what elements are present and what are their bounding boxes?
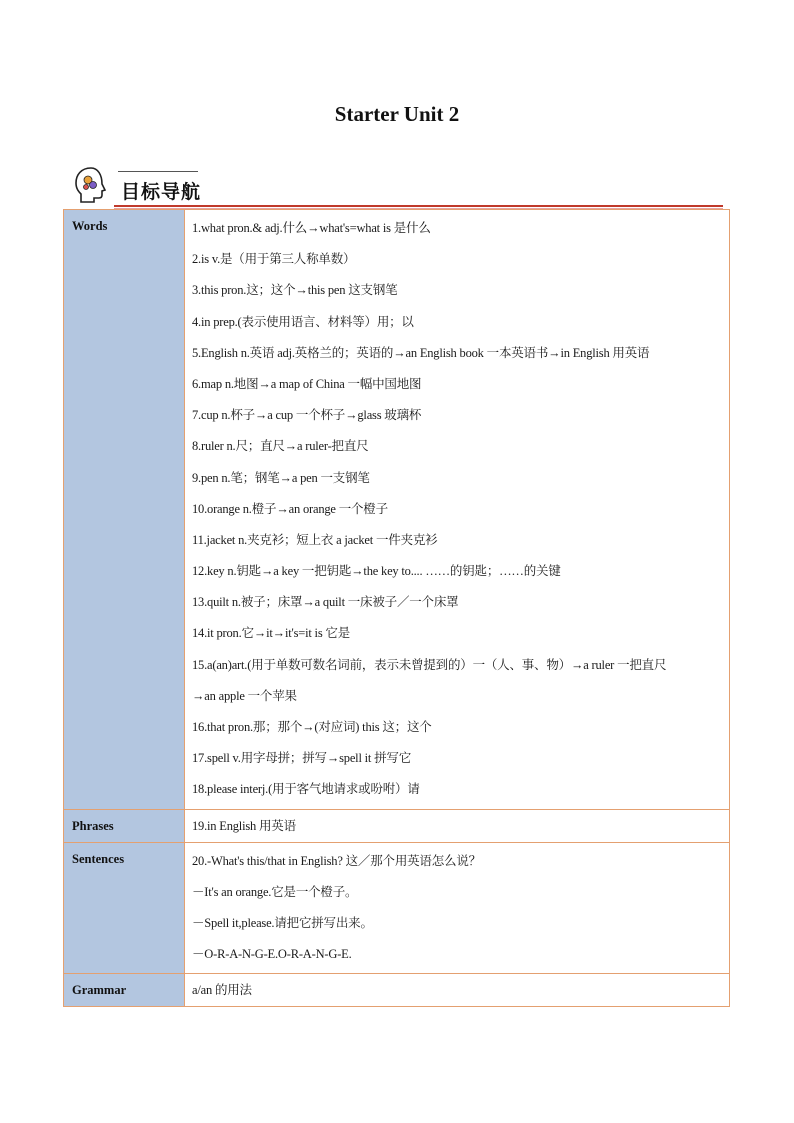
content-line: －Spell it,please.请把它拼写出来。 [192,915,373,930]
section-header [74,166,724,210]
category-cell: Sentences [64,842,185,974]
content-cell [185,210,730,810]
content-line: 16.that pron.那；那个→(对应词) this 这；这个 [192,720,432,734]
content-line: 20.-What's this/that in English? 这／那个用英语怎么说？ [192,853,481,868]
header-underline [114,205,723,207]
content-line: 12.key n.钥匙→a key 一把钥匙→the key to.... ……的钥匙；……的关键 [192,564,561,579]
content-line: 6.map n.地图→a map of China 一幅中国地图 [192,376,422,391]
content-line: －It's an orange.它是一个橙子。 [192,884,358,899]
content-line: →an apple 一个苹果 [192,688,297,703]
category-cell: Grammar [64,974,185,1007]
content-line: 14.it pron.它→it→it's=it is 它是 [192,626,351,641]
table-row [64,210,730,810]
guide-table [63,209,730,1007]
content-line: 4.in prep.(表示使用语言、材料等）用；以 [192,314,414,329]
head-gears-icon [74,166,108,204]
page-title: Starter Unit 2 [334,102,460,126]
content-line: 18.please interj.(用于客气地请求或吩咐）请 [192,782,420,797]
category-cell: Words [64,210,185,810]
content-line: 7.cup n.杯子→a cup 一个杯子→glass 玻璃杯 [192,408,422,423]
table-row [64,974,730,1007]
content-cell [185,974,730,1007]
content-line: 11.jacket n.夹克衫；短上衣 a jacket 一件夹克衫 [192,532,438,547]
content-line: 2.is v.是（用于第三人称单数） [192,252,356,267]
content-line: 13.quilt n.被子；床罩→a quilt 一床被子／一个床罩 [192,595,459,610]
content-line: 17.spell v.用字母拼；拼写→spell it 拼写它 [192,751,412,766]
content-line: 9.pen n.笔；钢笔→a pen 一支钢笔 [192,470,370,485]
content-line: 5.English n.英语 adj.英格兰的；英语的→an English book 一本英语书→in English 用英语 [192,345,650,360]
table-row [64,809,730,842]
category-cell: Phrases [64,809,185,842]
content-line: 3.this pron.这；这个→this pen 这支钢笔 [192,283,398,298]
header-top-line [118,171,198,172]
content-line: －O-R-A-N-G-E.O-R-A-N-G-E. [192,947,352,962]
content-line: 15.a(an)art.(用于单数可数名词前，表示未曾提到的）一（人、事、物）→a ruler 一把直尺 [192,657,667,672]
section-label: 目标导航 [121,181,202,203]
content-line: 8.ruler n.尺；直尺→a ruler-把直尺 [192,439,369,454]
content-cell [185,842,730,974]
content-cell [185,809,730,842]
content-line: 1.what pron.& adj.什么→what's=what is 是什么 [192,221,431,235]
content-line: 19.in English 用英语 [192,818,296,833]
content-line: a/an 的用法 [192,983,252,998]
table-row [64,842,730,974]
content-line: 10.orange n.橙子→an orange 一个橙子 [192,501,388,516]
